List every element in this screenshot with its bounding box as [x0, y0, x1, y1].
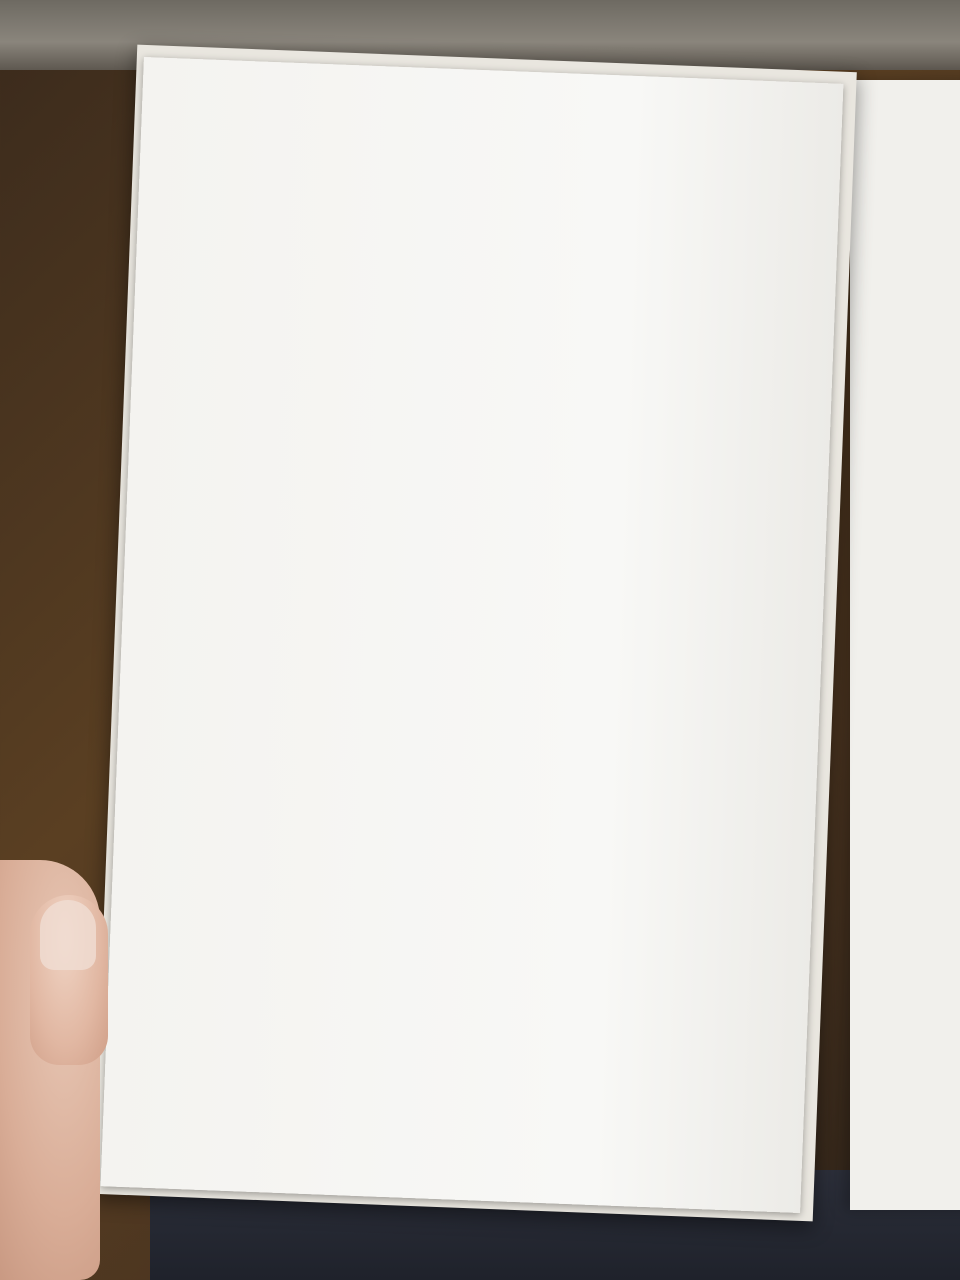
- toc-left-column: [196, 129, 496, 141]
- toc-page: [101, 57, 844, 1213]
- thumbnail-nail: [40, 900, 96, 970]
- toc-right-column: [507, 126, 807, 138]
- facing-page: [850, 80, 960, 1210]
